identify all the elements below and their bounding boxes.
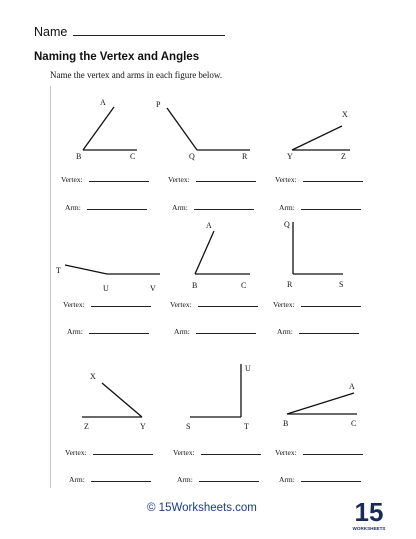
vertex-answer-line[interactable] (201, 448, 261, 455)
vertex-field-9[interactable] (275, 448, 363, 457)
figure-7-label-x: X (90, 372, 96, 381)
figure-2-label-r: R (242, 152, 248, 161)
figure-6-label-s: S (339, 280, 344, 289)
figure-1-label-b: B (76, 152, 82, 161)
logo-word: WORKSHEETS (352, 526, 386, 531)
arm-label: Arm: (279, 475, 295, 484)
vertex-label: Vertex: (63, 300, 85, 309)
figure-9-label-a: A (349, 382, 355, 391)
footer-copyright[interactable]: © 15Worksheets.com (147, 502, 257, 514)
arm-label: Arm: (174, 327, 190, 336)
angle-figure-2 (167, 108, 250, 150)
figure-4-label-t: T (56, 266, 61, 275)
arm-field-4[interactable] (67, 327, 149, 336)
vertex-answer-line[interactable] (301, 300, 361, 307)
logo-number: 15 (354, 497, 384, 527)
angle-figure-9 (287, 393, 357, 414)
vertex-label: Vertex: (61, 175, 83, 184)
figure-3-label-z: Z (341, 152, 346, 161)
arm-label: Arm: (279, 203, 295, 212)
figure-8-label-u: U (245, 364, 251, 373)
vertex-label: Vertex: (275, 175, 297, 184)
arm-answer-line[interactable] (301, 203, 361, 210)
vertex-field-5[interactable] (170, 300, 258, 309)
vertex-field-1[interactable] (61, 175, 149, 184)
figure-3-label-y: Y (287, 152, 293, 161)
angle-figure-7 (82, 383, 142, 417)
vertex-label: Vertex: (65, 448, 87, 457)
vertex-field-4[interactable] (63, 300, 151, 309)
vertex-field-8[interactable] (173, 448, 261, 457)
figure-1-label-a: A (100, 98, 106, 107)
vertex-answer-line[interactable] (303, 448, 363, 455)
figure-5-label-c: C (241, 281, 247, 290)
figure-9-label-c: C (351, 419, 357, 428)
figure-3-label-x: X (342, 110, 348, 119)
vertex-answer-line[interactable] (196, 175, 256, 182)
worksheet-title: Naming the Vertex and Angles (34, 51, 200, 63)
figure-2-label-q: Q (189, 152, 195, 161)
vertex-field-3[interactable] (275, 175, 363, 184)
arm-answer-line[interactable] (194, 203, 254, 210)
arm-label: Arm: (67, 327, 83, 336)
vertex-answer-line[interactable] (93, 448, 153, 455)
vertex-field-7[interactable] (65, 448, 153, 457)
vertex-label: Vertex: (273, 300, 295, 309)
arm-label: Arm: (177, 475, 193, 484)
instructions: Name the vertex and arms in each figure below. (50, 70, 223, 80)
figure-5-label-a: A (206, 221, 212, 230)
vertex-field-6[interactable] (273, 300, 361, 309)
figure-4-label-u: U (103, 284, 109, 293)
figure-8-label-t: T (244, 422, 249, 431)
figure-6-label-q: Q (284, 220, 290, 229)
vertex-answer-line[interactable] (303, 175, 363, 182)
arm-field-3[interactable] (279, 203, 361, 212)
arm-answer-line[interactable] (87, 203, 147, 210)
angle-figure-1 (83, 107, 137, 150)
vertex-label: Vertex: (173, 448, 195, 457)
arm-answer-line[interactable] (196, 327, 256, 334)
angle-figure-3 (292, 126, 350, 150)
vertex-answer-line[interactable] (89, 175, 149, 182)
angle-figure-8 (190, 364, 241, 417)
angle-figure-4 (65, 265, 160, 274)
arm-label: Arm: (69, 475, 85, 484)
figure-7-label-z: Z (84, 422, 89, 431)
vertex-answer-line[interactable] (91, 300, 151, 307)
figure-6-label-r: R (287, 280, 293, 289)
arm-field-6[interactable] (277, 327, 359, 336)
arm-field-7[interactable] (69, 475, 151, 484)
arm-field-9[interactable] (279, 475, 361, 484)
vertex-label: Vertex: (275, 448, 297, 457)
arm-field-5[interactable] (174, 327, 256, 336)
arm-answer-line[interactable] (91, 475, 151, 482)
vertex-label: Vertex: (170, 300, 192, 309)
figure-2-label-p: P (156, 100, 161, 109)
arm-label: Arm: (172, 203, 188, 212)
name-label: Name (34, 25, 68, 39)
figure-4-label-v: V (150, 284, 156, 293)
angle-figure-5 (195, 231, 250, 274)
figure-9-label-b: B (283, 419, 289, 428)
figure-1-label-c: C (130, 152, 136, 161)
figure-8-label-s: S (186, 422, 191, 431)
arm-label: Arm: (277, 327, 293, 336)
figure-7-label-y: Y (140, 422, 146, 431)
arm-answer-line[interactable] (301, 475, 361, 482)
arm-field-1[interactable] (65, 203, 147, 212)
arm-field-2[interactable] (172, 203, 254, 212)
arm-label: Arm: (65, 203, 81, 212)
site-logo (352, 494, 386, 534)
figure-5-label-b: B (192, 281, 198, 290)
vertex-answer-line[interactable] (198, 300, 258, 307)
vertex-label: Vertex: (168, 175, 190, 184)
vertex-field-2[interactable] (168, 175, 256, 184)
arm-field-8[interactable] (177, 475, 259, 484)
arm-answer-line[interactable] (299, 327, 359, 334)
arm-answer-line[interactable] (89, 327, 149, 334)
arm-answer-line[interactable] (199, 475, 259, 482)
angle-figure-6 (293, 222, 343, 274)
